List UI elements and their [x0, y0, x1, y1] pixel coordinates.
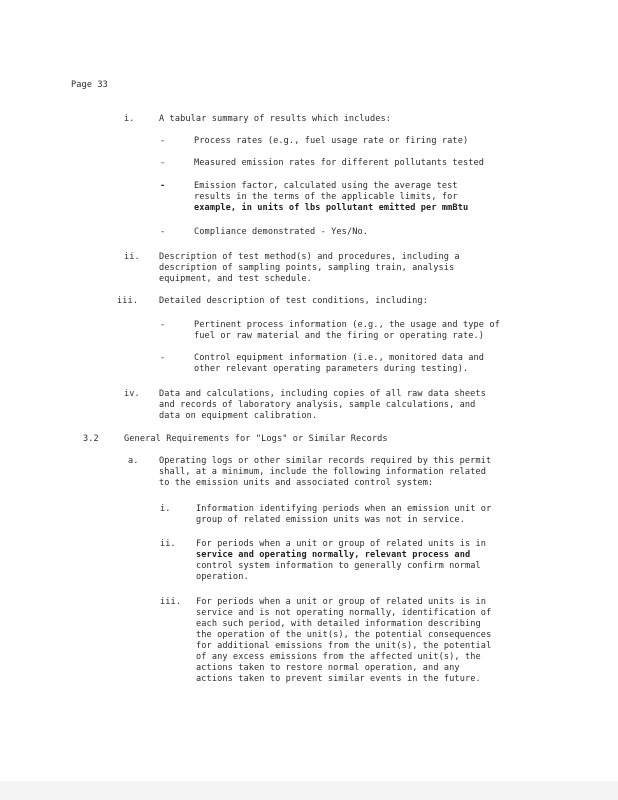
item-a-line-3: to the emission units and associated control system:	[159, 478, 434, 488]
list-item-i-text: A tabular summary of results which includes:	[159, 114, 392, 124]
list-marker-ii: ii.	[124, 252, 140, 262]
bullet-dash: -	[160, 320, 166, 330]
bullet-dash: -	[160, 181, 166, 191]
sub-ii-line-2: service and operating normally, relevant process and	[196, 550, 471, 560]
sub-marker-i: i.	[160, 504, 171, 514]
sub-i-line-2: group of related emission units was not in service.	[196, 515, 465, 525]
section-number: 3.2	[83, 434, 99, 444]
list-item-ii-line-1: Description of test method(s) and procedures, including a	[159, 252, 460, 262]
list-marker-i: i.	[124, 114, 135, 124]
list-item-iv-line-2: and records of laboratory analysis, sample calculations, and	[159, 400, 476, 410]
section-title: General Requirements for "Logs" or Similar Records	[124, 434, 388, 444]
list-item-iii-text: Detailed description of test conditions, including:	[159, 296, 428, 306]
page-header: Page 33	[71, 80, 108, 90]
sub-iii-line-4: the operation of the unit(s), the potential consequences	[196, 630, 492, 640]
list-item-ii-line-3: equipment, and test schedule.	[159, 274, 312, 284]
bullet-control-equipment-line-2: other relevant operating parameters during testing).	[194, 364, 469, 374]
list-item-iv-line-3: data on equipment calibration.	[159, 411, 318, 421]
bullet-dash: -	[160, 136, 166, 146]
bullet-dash: -	[160, 353, 166, 363]
sub-iii-line-6: of any excess emissions from the affected unit(s), the	[196, 652, 481, 662]
bullet-emission-factor-line-3: example, in units of lbs pollutant emitted per mmBtu	[194, 203, 469, 213]
sub-marker-iii: iii.	[160, 597, 182, 607]
sub-iii-line-1: For periods when a unit or group of related units is in	[196, 597, 487, 607]
list-marker-iii: iii.	[117, 296, 139, 306]
bullet-process-rates: Process rates (e.g., fuel usage rate or firing rate)	[194, 136, 469, 146]
sub-ii-line-3: control system information to generally confirm normal	[196, 561, 481, 571]
sub-marker-ii: ii.	[160, 539, 176, 549]
bullet-compliance: Compliance demonstrated - Yes/No.	[194, 227, 369, 237]
list-item-iv-line-1: Data and calculations, including copies of all raw data sheets	[159, 389, 486, 399]
scan-bottom-edge	[0, 781, 618, 800]
bullet-process-info-line-2: fuel or raw material and the firing or operating rate.)	[194, 331, 485, 341]
bullet-process-info-line-1: Pertinent process information (e.g., the usage and type of	[194, 320, 500, 330]
item-a-line-1: Operating logs or other similar records required by this permit	[159, 456, 492, 466]
sub-iii-line-3: each such period, with detailed information describing	[196, 619, 481, 629]
list-marker-iv: iv.	[124, 389, 140, 399]
item-marker-a: a.	[128, 456, 139, 466]
bullet-dash: -	[160, 158, 166, 168]
sub-iii-line-8: actions taken to prevent similar events in the future.	[196, 674, 481, 684]
bullet-emission-factor-line-2: results in the terms of the applicable limits, for	[194, 192, 458, 202]
sub-iii-line-2: service and is not operating normally, identification of	[196, 608, 492, 618]
bullet-emission-factor-line-1: Emission factor, calculated using the average test	[194, 181, 458, 191]
sub-ii-line-4: operation.	[196, 572, 249, 582]
sub-iii-line-5: for additional emissions from the unit(s), the potential	[196, 641, 492, 651]
item-a-line-2: shall, at a minimum, include the following information related	[159, 467, 486, 477]
list-item-ii-line-2: description of sampling points, sampling train, analysis	[159, 263, 455, 273]
sub-iii-line-7: actions taken to restore normal operation, and any	[196, 663, 460, 673]
sub-ii-line-1: For periods when a unit or group of related units is in	[196, 539, 487, 549]
bullet-measured-emission: Measured emission rates for different pollutants tested	[194, 158, 485, 168]
bullet-dash: -	[160, 227, 166, 237]
sub-i-line-1: Information identifying periods when an emission unit or	[196, 504, 492, 514]
bullet-control-equipment-line-1: Control equipment information (i.e., monitored data and	[194, 353, 485, 363]
